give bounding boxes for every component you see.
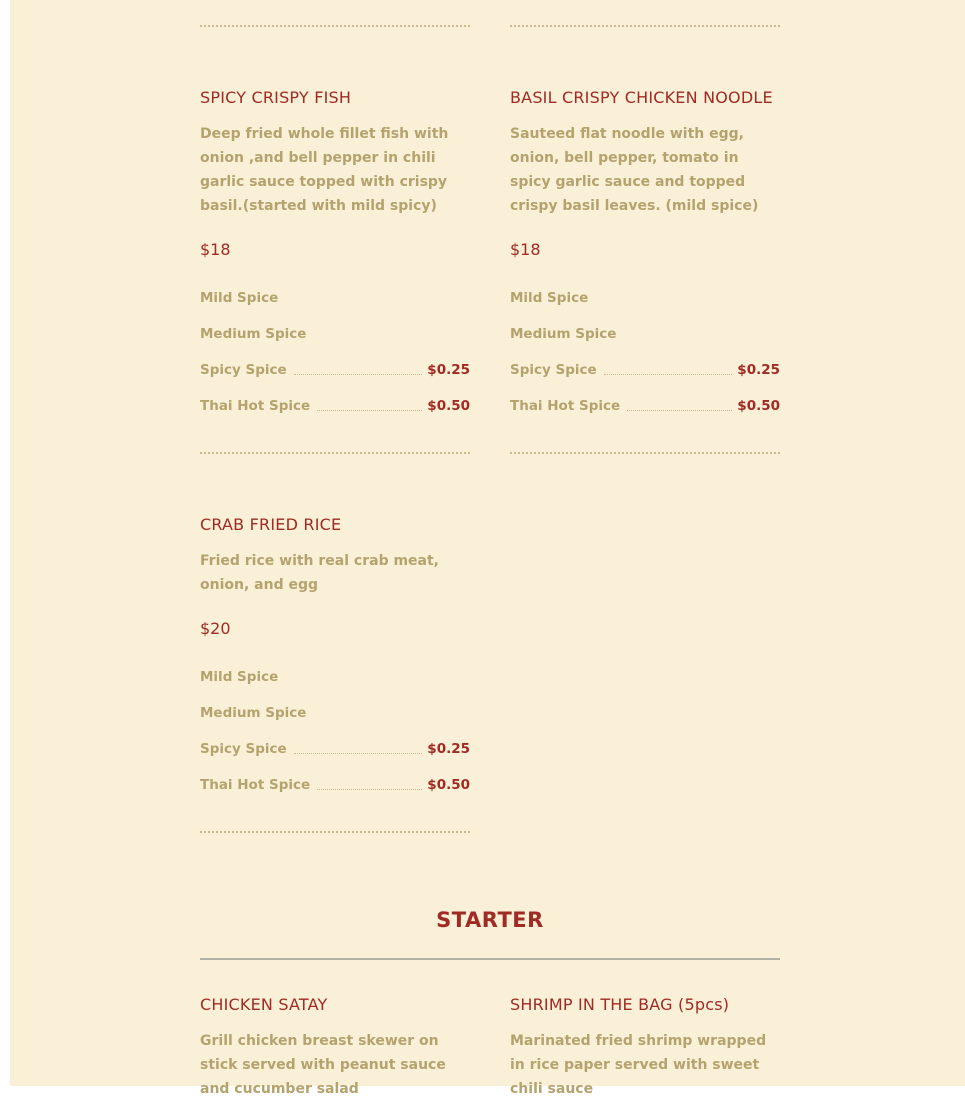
spice-option[interactable] <box>200 358 470 378</box>
option-label: Spicy Spice <box>510 362 597 378</box>
dot-leader <box>627 410 732 411</box>
option-label: Mild Spice <box>200 669 279 685</box>
item-description: Sauteed flat noodle with egg, onion, bell pepper, tomato in spicy garlic sauce and topped crispy basil leaves. (mild spice) <box>510 126 759 214</box>
option-label: Thai Hot Spice <box>200 398 311 414</box>
dot-leader <box>317 410 422 411</box>
spice-option[interactable] <box>200 737 470 757</box>
option-label: Medium Spice <box>510 326 617 342</box>
option-label: Thai Hot Spice <box>200 777 311 793</box>
item-title: CHICKEN SATAY <box>200 995 328 1014</box>
option-label: Medium Spice <box>200 705 307 721</box>
dot-leader <box>294 374 423 375</box>
dot-leader <box>317 789 422 790</box>
item-title: BASIL CRISPY CHICKEN NOODLE <box>510 88 773 107</box>
option-label: Thai Hot Spice <box>510 398 621 414</box>
menu-page <box>10 0 965 1097</box>
separator <box>200 452 470 454</box>
option-label: Spicy Spice <box>200 741 287 757</box>
item-price: $18 <box>510 240 541 259</box>
option-price: $0.50 <box>737 398 780 414</box>
option-price: $0.50 <box>427 398 470 414</box>
item-title: SPICY CRISPY FISH <box>200 88 352 107</box>
section-heading: STARTER <box>436 908 544 932</box>
item-description: Grill chicken breast skewer on stick served with peanut sauce and cucumber salad <box>200 1033 446 1097</box>
spice-option[interactable] <box>510 358 780 378</box>
spice-option[interactable] <box>200 286 470 306</box>
spice-option[interactable] <box>200 701 470 721</box>
separator <box>510 452 780 454</box>
option-price: $0.25 <box>737 362 780 378</box>
option-label: Mild Spice <box>510 290 589 306</box>
option-label: Spicy Spice <box>200 362 287 378</box>
separator <box>200 831 470 833</box>
separator <box>200 25 470 27</box>
spice-option[interactable] <box>200 773 470 793</box>
spice-option[interactable] <box>510 322 780 342</box>
option-price: $0.25 <box>427 362 470 378</box>
spice-option[interactable] <box>510 394 780 414</box>
spice-option[interactable] <box>200 394 470 414</box>
item-price: $20 <box>200 619 231 638</box>
option-label: Medium Spice <box>200 326 307 342</box>
item-title: SHRIMP IN THE BAG (5pcs) <box>510 995 730 1014</box>
item-price: $18 <box>200 240 231 259</box>
item-description: Fried rice with real crab meat, onion, and egg <box>200 553 440 593</box>
spice-option[interactable] <box>200 665 470 685</box>
spice-option[interactable] <box>200 322 470 342</box>
spice-option[interactable] <box>510 286 780 306</box>
item-title: CRAB FRIED RICE <box>200 515 342 534</box>
option-price: $0.50 <box>427 777 470 793</box>
separator <box>510 25 780 27</box>
dot-leader <box>604 374 733 375</box>
dot-leader <box>294 753 423 754</box>
option-label: Mild Spice <box>200 290 279 306</box>
option-price: $0.25 <box>427 741 470 757</box>
item-description: Marinated fried shrimp wrapped in rice paper served with sweet chili sauce <box>510 1033 767 1097</box>
section-divider <box>200 958 780 960</box>
item-description: Deep fried whole fillet fish with onion ,and bell pepper in chili garlic sauce topped with crispy basil.(started with mild spicy) <box>200 126 449 214</box>
